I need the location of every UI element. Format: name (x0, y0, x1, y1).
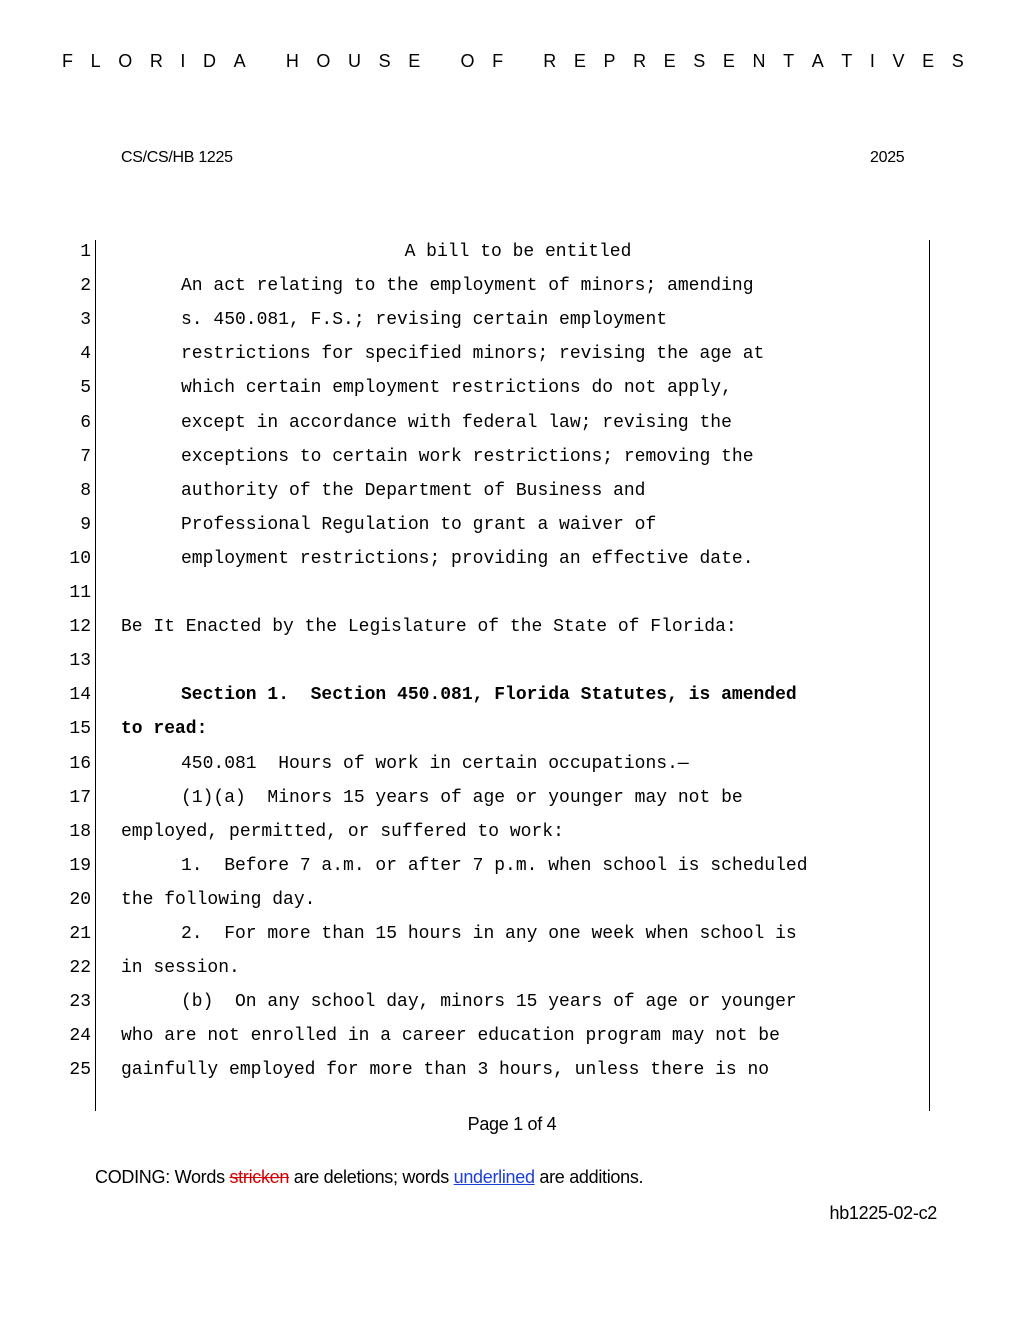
bill-line (40, 786, 920, 820)
masthead-letter: I (869, 51, 875, 71)
masthead-letter: F (492, 51, 504, 71)
bill-line (40, 854, 920, 888)
line-text: Professional Regulation to grant a waiver of (181, 514, 657, 535)
line-number: 25 (69, 1060, 91, 1081)
masthead-letter: F (62, 51, 73, 71)
masthead-letter: D (203, 51, 217, 71)
masthead-letter: E (722, 51, 735, 71)
masthead-letter: R (543, 51, 557, 71)
masthead-letter: A (811, 51, 824, 71)
masthead-letter: O (118, 51, 133, 71)
masthead-letter: U (348, 51, 362, 71)
masthead-letter: T (783, 51, 795, 71)
line-number: 24 (69, 1026, 91, 1047)
masthead-letter: S (693, 51, 706, 71)
line-text: gainfully employed for more than 3 hours, unless there is no (121, 1060, 770, 1081)
bill-line (40, 342, 920, 376)
bill-line (40, 717, 920, 751)
bill-line (40, 683, 920, 717)
masthead-letter: V (892, 51, 905, 71)
line-number: 14 (69, 685, 91, 706)
bill-line (40, 1058, 920, 1092)
line-number: 9 (80, 514, 91, 535)
line-text: exceptions to certain work restrictions; removing the (181, 446, 754, 467)
bill-line (40, 752, 920, 786)
line-number: 11 (69, 583, 91, 603)
bill-line (40, 990, 920, 1024)
masthead-letter (263, 50, 268, 72)
masthead-letter: S (951, 51, 964, 71)
bill-line (40, 649, 920, 683)
line-number: 4 (80, 344, 91, 365)
line-text: to read: (121, 719, 208, 740)
bill-line (40, 308, 920, 342)
line-text: employed, permitted, or suffered to work: (121, 821, 564, 842)
line-number: 21 (69, 924, 91, 944)
masthead-letter: E (663, 51, 676, 71)
document-id: hb1225-02-c2 (829, 1203, 937, 1223)
line-text: except in accordance with federal law; revising the (181, 412, 732, 433)
line-text: 1. Before 7 a.m. or after 7 p.m. when school is scheduled (181, 855, 808, 876)
masthead-letter: O (316, 51, 331, 71)
coding-prefix: CODING: Words (95, 1167, 230, 1187)
masthead-letter: R (633, 51, 647, 71)
bill-line (40, 888, 920, 922)
masthead-letter: E (573, 51, 586, 71)
line-text: (1)(a) Minors 15 years of age or younger may not be (181, 787, 743, 808)
bill-line (40, 274, 920, 308)
line-text: (b) On any school day, minors 15 years of age or younger (181, 992, 797, 1013)
coding-legend (95, 1167, 643, 1188)
line-number: 2 (80, 276, 91, 297)
masthead-letter: S (378, 51, 391, 71)
page-number: Page 1 of 4 (467, 1114, 557, 1134)
line-number: 7 (80, 446, 91, 467)
masthead-letter: P (603, 51, 616, 71)
bill-year: 2025 (870, 149, 905, 166)
bill-line (40, 547, 920, 581)
line-number: 22 (69, 958, 91, 979)
line-number: 1 (80, 242, 91, 262)
masthead-letter: E (922, 51, 935, 71)
masthead-letter: I (180, 51, 186, 71)
bill-id: CS/CS/HB 1225 (121, 149, 233, 166)
line-text: Section 1. Section 450.081, Florida Statutes, is amended (181, 685, 797, 706)
right-margin-rule (929, 240, 930, 1111)
bill-line (40, 240, 920, 274)
coding-suffix: are additions. (534, 1167, 644, 1187)
line-number: 16 (69, 753, 91, 774)
bill-line (40, 820, 920, 854)
line-number: 18 (69, 821, 91, 842)
line-number: 12 (69, 617, 91, 638)
line-text: An act relating to the employment of minors; amending (181, 276, 754, 297)
masthead-letter: H (285, 51, 299, 71)
line-number: 13 (69, 651, 91, 672)
masthead-letter: E (408, 51, 421, 71)
line-text: in session. (121, 958, 240, 979)
bill-line (40, 479, 920, 513)
line-number: 23 (69, 992, 91, 1013)
line-number: 15 (69, 719, 91, 740)
masthead (62, 50, 964, 72)
line-number: 5 (80, 378, 91, 399)
masthead-letter (521, 50, 526, 72)
line-text: which certain employment restrictions do not apply, (181, 378, 732, 399)
line-text: s. 450.081, F.S.; revising certain employment (181, 310, 668, 331)
line-text: employment restrictions; providing an effective date. (181, 548, 754, 569)
bill-line (40, 922, 920, 956)
masthead-letter: L (90, 51, 101, 71)
bill-line (40, 376, 920, 410)
line-text: A bill to be entitled (404, 242, 632, 262)
line-text: 450.081 Hours of work in certain occupations.— (181, 753, 689, 774)
coding-underlined: underlined (453, 1167, 535, 1187)
line-number: 8 (80, 480, 91, 501)
bill-line (40, 1024, 920, 1058)
line-text: Be It Enacted by the Legislature of the State of Florida: (121, 617, 737, 638)
line-number: 10 (69, 548, 91, 569)
bill-line (40, 956, 920, 990)
bill-line (40, 581, 920, 615)
line-text: 2. For more than 15 hours in any one week when school is (181, 924, 797, 944)
masthead-letter (438, 50, 443, 72)
masthead-letter: R (149, 51, 163, 71)
line-text: authority of the Department of Business and (181, 480, 646, 501)
line-number: 19 (69, 855, 91, 876)
line-number: 17 (69, 787, 91, 808)
bill-line (40, 513, 920, 547)
line-text: who are not enrolled in a career education program may not be (121, 1026, 780, 1047)
masthead-letter: O (460, 51, 475, 71)
masthead-letter: T (841, 51, 853, 71)
line-text: the following day. (121, 889, 316, 910)
bill-line (40, 411, 920, 445)
masthead-letter: A (233, 51, 246, 71)
line-number: 6 (80, 412, 91, 433)
coding-stricken: stricken (229, 1167, 290, 1187)
bill-line (40, 445, 920, 479)
line-text: restrictions for specified minors; revising the age at (181, 344, 765, 365)
coding-middle: are deletions; words (289, 1167, 454, 1187)
masthead-letter: N (752, 51, 766, 71)
bill-line (40, 615, 920, 649)
line-number: 3 (80, 310, 91, 331)
line-number: 20 (69, 889, 91, 910)
